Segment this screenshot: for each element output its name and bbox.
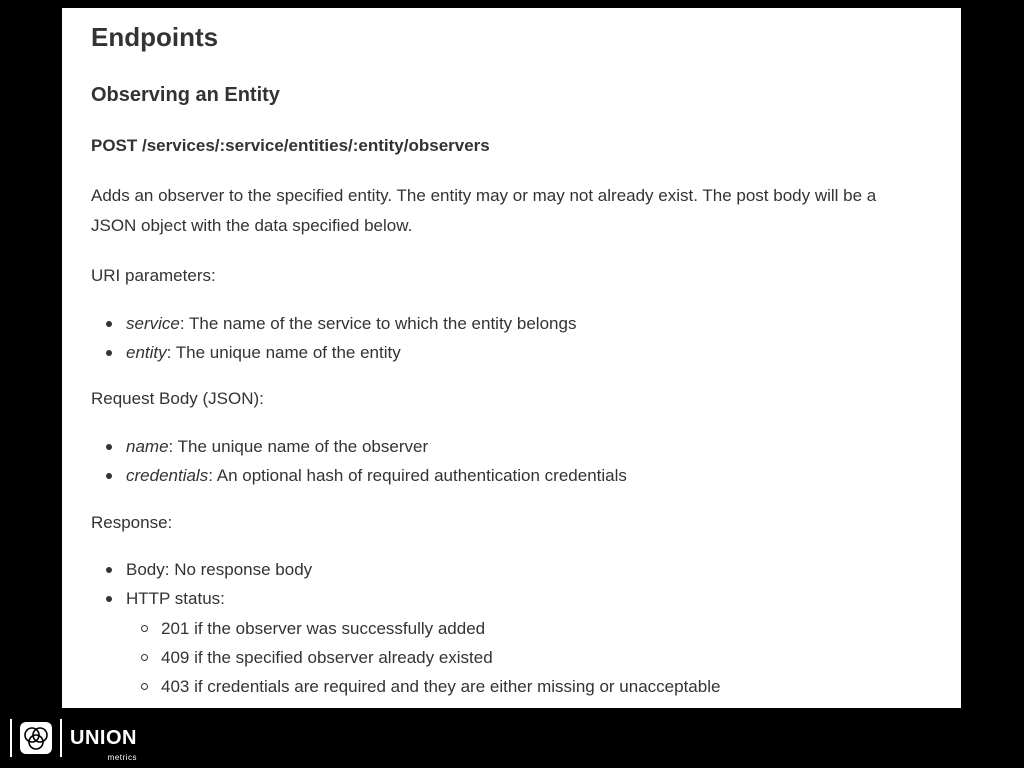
endpoint-route: POST /services/:service/entities/:entity/observers [91, 136, 490, 155]
logo-divider [60, 719, 62, 757]
list-item: entity: The unique name of the entity [91, 338, 576, 367]
uri-parameters-label: URI parameters: [91, 266, 216, 285]
venn-logo-icon [19, 721, 53, 755]
list-item: HTTP status: [91, 584, 312, 613]
list-item: 201 if the observer was successfully added [126, 614, 720, 643]
brand-name: UNION metrics [70, 728, 137, 748]
list-item: service: The name of the service to which the entity belongs [91, 309, 576, 338]
request-body-list [91, 432, 627, 490]
union-metrics-logo [10, 718, 137, 762]
brand-subtitle: metrics [107, 753, 137, 762]
response-label: Response: [91, 513, 173, 532]
logo-divider [10, 719, 12, 757]
document-page [62, 8, 961, 708]
request-body-label: Request Body (JSON): [91, 389, 264, 408]
endpoint-description: Adds an observer to the specified entity. The entity may or may not already exist. The post body will be a JSON object with the data specified below. [91, 186, 877, 235]
section-title: Observing an Entity [91, 84, 280, 106]
page-title: Endpoints [91, 22, 219, 52]
list-item: name: The unique name of the observer [91, 432, 627, 461]
list-item: 403 if credentials are required and they are either missing or unacceptable [126, 672, 720, 701]
http-status-list [126, 614, 720, 701]
list-item: Body: No response body [91, 555, 312, 584]
list-item: credentials: An optional hash of required authentication credentials [91, 461, 627, 490]
uri-parameters-list [91, 309, 576, 367]
list-item: 409 if the specified observer already existed [126, 643, 720, 672]
response-list [91, 555, 312, 613]
